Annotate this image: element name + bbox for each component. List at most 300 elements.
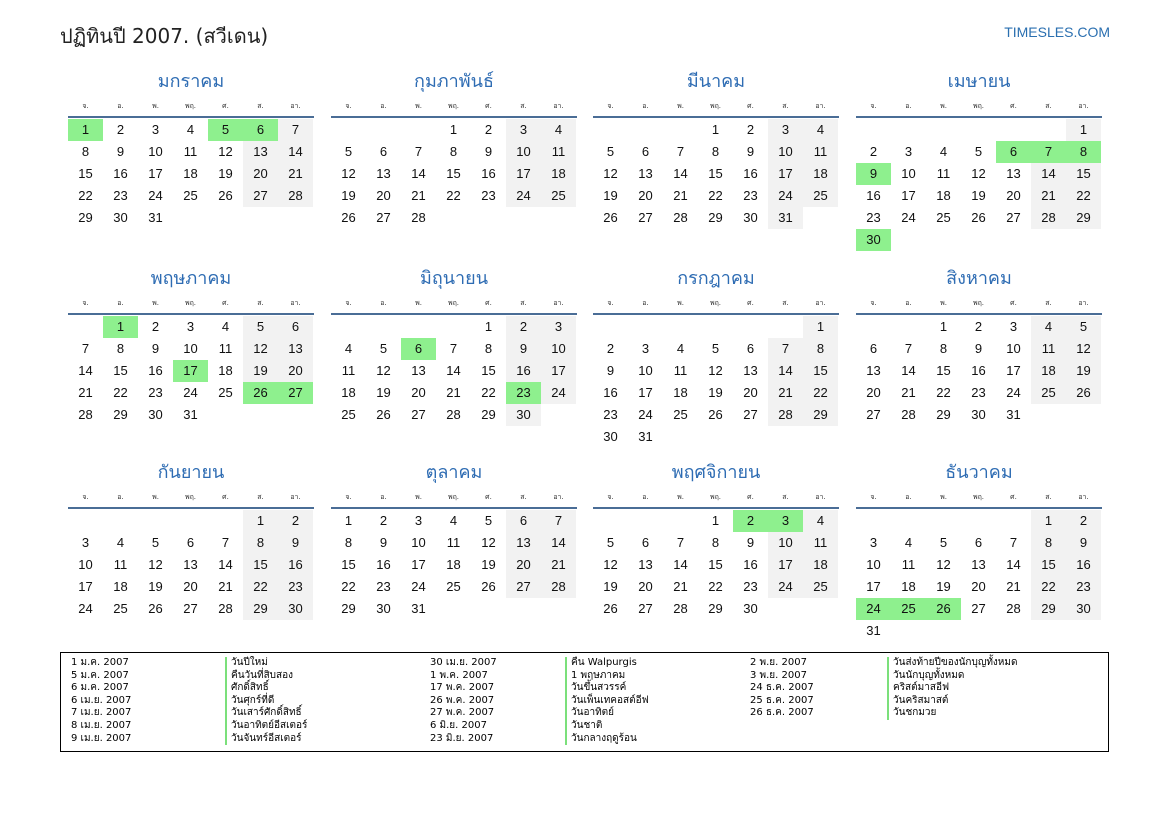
day-cell[interactable]: 24 <box>768 576 803 598</box>
day-cell[interactable]: 23 <box>743 579 758 594</box>
day-cell[interactable]: 22 <box>1066 185 1101 207</box>
day-cell[interactable]: 20 <box>411 385 426 400</box>
day-cell[interactable]: 5 <box>711 341 720 356</box>
day-cell[interactable]: 6 <box>869 341 878 356</box>
day-cell[interactable]: 22 <box>936 385 951 400</box>
day-cell[interactable]: 31 <box>148 210 163 225</box>
day-cell[interactable]: 18 <box>113 579 128 594</box>
day-cell[interactable]: 4 <box>1031 316 1066 338</box>
day-cell[interactable]: 3 <box>151 122 160 137</box>
day-cell[interactable]: 17 <box>506 163 541 185</box>
day-cell[interactable]: 10 <box>768 141 803 163</box>
day-cell[interactable]: 7 <box>414 144 423 159</box>
day-cell[interactable]: 30 <box>1066 598 1101 620</box>
day-cell[interactable]: 16 <box>376 557 391 572</box>
day-cell[interactable]: 7 <box>904 341 913 356</box>
day-cell[interactable]: 10 <box>148 144 163 159</box>
day-cell[interactable]: 13 <box>743 363 758 378</box>
day-cell[interactable]: 30 <box>743 601 758 616</box>
day-cell[interactable]: 2 <box>151 319 160 334</box>
day-cell[interactable]: 29 <box>113 407 128 422</box>
day-cell[interactable]: 7 <box>541 510 576 532</box>
day-cell[interactable]: 1 <box>449 122 458 137</box>
day-cell[interactable]: 1 <box>711 122 720 137</box>
day-cell[interactable]: 20 <box>971 579 986 594</box>
day-cell[interactable]: 3 <box>506 119 541 141</box>
day-cell[interactable]: 28 <box>541 576 576 598</box>
day-cell[interactable]: 17 <box>768 163 803 185</box>
day-cell[interactable]: 4 <box>116 535 125 550</box>
day-cell[interactable]: 20 <box>243 163 278 185</box>
day-cell[interactable]: 4 <box>904 535 913 550</box>
day-cell[interactable]: 21 <box>411 188 426 203</box>
day-cell[interactable]: 18 <box>183 166 198 181</box>
day-cell[interactable]: 26 <box>148 601 163 616</box>
day-cell[interactable]: 8 <box>449 144 458 159</box>
day-cell[interactable]: 7 <box>1009 535 1018 550</box>
day-cell[interactable]: 10 <box>866 557 881 572</box>
day-cell[interactable]: 9 <box>746 144 755 159</box>
day-cell[interactable]: 4 <box>541 119 576 141</box>
day-cell[interactable]: 11 <box>803 141 838 163</box>
day-cell[interactable]: 21 <box>446 385 461 400</box>
day-cell[interactable]: 16 <box>113 166 128 181</box>
day-cell[interactable]: 5 <box>344 144 353 159</box>
day-cell[interactable]: 25 <box>541 185 576 207</box>
day-cell[interactable]: 1 <box>344 513 353 528</box>
holiday-day-cell[interactable]: 26 <box>243 382 278 404</box>
holiday-day-cell[interactable]: 23 <box>506 382 541 404</box>
day-cell[interactable]: 23 <box>278 576 313 598</box>
day-cell[interactable]: 23 <box>113 188 128 203</box>
day-cell[interactable]: 18 <box>803 163 838 185</box>
day-cell[interactable]: 15 <box>113 363 128 378</box>
day-cell[interactable]: 28 <box>278 185 313 207</box>
day-cell[interactable]: 13 <box>243 141 278 163</box>
day-cell[interactable]: 28 <box>673 210 688 225</box>
day-cell[interactable]: 18 <box>936 188 951 203</box>
day-cell[interactable]: 24 <box>506 185 541 207</box>
day-cell[interactable]: 5 <box>151 535 160 550</box>
day-cell[interactable]: 16 <box>603 385 618 400</box>
day-cell[interactable]: 3 <box>904 144 913 159</box>
day-cell[interactable]: 29 <box>1031 598 1066 620</box>
day-cell[interactable]: 14 <box>768 360 803 382</box>
day-cell[interactable]: 6 <box>974 535 983 550</box>
day-cell[interactable]: 25 <box>673 407 688 422</box>
day-cell[interactable]: 23 <box>148 385 163 400</box>
day-cell[interactable]: 1 <box>1066 119 1101 141</box>
holiday-day-cell[interactable]: 24 <box>856 598 891 620</box>
day-cell[interactable]: 10 <box>638 363 653 378</box>
day-cell[interactable]: 21 <box>901 385 916 400</box>
day-cell[interactable]: 15 <box>341 557 356 572</box>
day-cell[interactable]: 12 <box>603 557 618 572</box>
day-cell[interactable]: 11 <box>183 144 198 159</box>
day-cell[interactable]: 9 <box>151 341 160 356</box>
day-cell[interactable]: 16 <box>1066 554 1101 576</box>
day-cell[interactable]: 22 <box>481 385 496 400</box>
day-cell[interactable]: 18 <box>1031 360 1066 382</box>
day-cell[interactable]: 26 <box>971 210 986 225</box>
day-cell[interactable]: 31 <box>768 207 803 229</box>
day-cell[interactable]: 22 <box>341 579 356 594</box>
day-cell[interactable]: 28 <box>768 404 803 426</box>
holiday-day-cell[interactable]: 8 <box>1066 141 1101 163</box>
day-cell[interactable]: 18 <box>673 385 688 400</box>
holiday-day-cell[interactable]: 7 <box>1031 141 1066 163</box>
day-cell[interactable]: 19 <box>603 188 618 203</box>
day-cell[interactable]: 29 <box>78 210 93 225</box>
day-cell[interactable]: 14 <box>78 363 93 378</box>
holiday-day-cell[interactable]: 6 <box>401 338 436 360</box>
day-cell[interactable]: 11 <box>673 363 688 378</box>
day-cell[interactable]: 15 <box>1031 554 1066 576</box>
day-cell[interactable]: 9 <box>1066 532 1101 554</box>
day-cell[interactable]: 27 <box>638 210 653 225</box>
day-cell[interactable]: 27 <box>1006 210 1021 225</box>
day-cell[interactable]: 30 <box>376 601 391 616</box>
day-cell[interactable]: 16 <box>743 166 758 181</box>
day-cell[interactable]: 24 <box>78 601 93 616</box>
day-cell[interactable]: 23 <box>866 210 881 225</box>
day-cell[interactable]: 20 <box>1006 188 1021 203</box>
day-cell[interactable]: 15 <box>78 166 93 181</box>
day-cell[interactable]: 24 <box>183 385 198 400</box>
day-cell[interactable]: 20 <box>638 188 653 203</box>
day-cell[interactable]: 16 <box>743 557 758 572</box>
day-cell[interactable]: 17 <box>148 166 163 181</box>
day-cell[interactable]: 16 <box>971 363 986 378</box>
day-cell[interactable]: 17 <box>901 188 916 203</box>
day-cell[interactable]: 19 <box>481 557 496 572</box>
day-cell[interactable]: 31 <box>866 623 881 638</box>
day-cell[interactable]: 14 <box>218 557 233 572</box>
day-cell[interactable]: 19 <box>936 579 951 594</box>
day-cell[interactable]: 1 <box>711 513 720 528</box>
day-cell[interactable]: 22 <box>803 382 838 404</box>
day-cell[interactable]: 24 <box>148 188 163 203</box>
day-cell[interactable]: 21 <box>78 385 93 400</box>
day-cell[interactable]: 18 <box>541 163 576 185</box>
holiday-day-cell[interactable]: 25 <box>891 598 926 620</box>
holiday-day-cell[interactable]: 17 <box>173 360 208 382</box>
day-cell[interactable]: 11 <box>446 535 461 550</box>
day-cell[interactable]: 16 <box>278 554 313 576</box>
day-cell[interactable]: 3 <box>414 513 423 528</box>
day-cell[interactable]: 27 <box>376 210 391 225</box>
day-cell[interactable]: 11 <box>218 341 233 356</box>
day-cell[interactable]: 2 <box>746 122 755 137</box>
day-cell[interactable]: 21 <box>1006 579 1021 594</box>
day-cell[interactable]: 21 <box>768 382 803 404</box>
day-cell[interactable]: 27 <box>866 407 881 422</box>
day-cell[interactable]: 7 <box>768 338 803 360</box>
day-cell[interactable]: 8 <box>484 341 493 356</box>
holiday-day-cell[interactable]: 1 <box>103 316 138 338</box>
day-cell[interactable]: 5 <box>606 535 615 550</box>
day-cell[interactable]: 19 <box>243 360 278 382</box>
day-cell[interactable]: 25 <box>446 579 461 594</box>
day-cell[interactable]: 30 <box>148 407 163 422</box>
day-cell[interactable]: 8 <box>243 532 278 554</box>
day-cell[interactable]: 12 <box>936 557 951 572</box>
holiday-day-cell[interactable]: 1 <box>68 119 103 141</box>
day-cell[interactable]: 29 <box>803 404 838 426</box>
day-cell[interactable]: 6 <box>506 510 541 532</box>
day-cell[interactable]: 6 <box>278 316 313 338</box>
day-cell[interactable]: 21 <box>541 554 576 576</box>
day-cell[interactable]: 4 <box>221 319 230 334</box>
day-cell[interactable]: 22 <box>708 579 723 594</box>
day-cell[interactable]: 1 <box>803 316 838 338</box>
day-cell[interactable]: 31 <box>1006 407 1021 422</box>
day-cell[interactable]: 8 <box>81 144 90 159</box>
day-cell[interactable]: 21 <box>218 579 233 594</box>
day-cell[interactable]: 21 <box>673 188 688 203</box>
day-cell[interactable]: 19 <box>603 579 618 594</box>
holiday-day-cell[interactable]: 30 <box>856 229 891 251</box>
day-cell[interactable]: 27 <box>506 576 541 598</box>
day-cell[interactable]: 28 <box>1006 601 1021 616</box>
day-cell[interactable]: 8 <box>1031 532 1066 554</box>
day-cell[interactable]: 3 <box>541 316 576 338</box>
day-cell[interactable]: 31 <box>411 601 426 616</box>
day-cell[interactable]: 1 <box>484 319 493 334</box>
holiday-day-cell[interactable]: 6 <box>996 141 1031 163</box>
day-cell[interactable]: 28 <box>218 601 233 616</box>
day-cell[interactable]: 24 <box>638 407 653 422</box>
day-cell[interactable]: 17 <box>78 579 93 594</box>
day-cell[interactable]: 26 <box>218 188 233 203</box>
day-cell[interactable]: 6 <box>746 341 755 356</box>
day-cell[interactable]: 29 <box>341 601 356 616</box>
day-cell[interactable]: 10 <box>1006 341 1021 356</box>
day-cell[interactable]: 30 <box>113 210 128 225</box>
day-cell[interactable]: 18 <box>218 363 233 378</box>
day-cell[interactable]: 8 <box>344 535 353 550</box>
day-cell[interactable]: 14 <box>673 557 688 572</box>
day-cell[interactable]: 6 <box>641 535 650 550</box>
day-cell[interactable]: 7 <box>676 535 685 550</box>
day-cell[interactable]: 12 <box>218 144 233 159</box>
day-cell[interactable]: 7 <box>449 341 458 356</box>
day-cell[interactable]: 23 <box>481 188 496 203</box>
day-cell[interactable]: 22 <box>78 188 93 203</box>
day-cell[interactable]: 16 <box>506 360 541 382</box>
day-cell[interactable]: 5 <box>974 144 983 159</box>
day-cell[interactable]: 13 <box>638 557 653 572</box>
day-cell[interactable]: 1 <box>939 319 948 334</box>
day-cell[interactable]: 20 <box>183 579 198 594</box>
day-cell[interactable]: 8 <box>803 338 838 360</box>
day-cell[interactable]: 22 <box>708 188 723 203</box>
day-cell[interactable]: 25 <box>113 601 128 616</box>
day-cell[interactable]: 4 <box>344 341 353 356</box>
day-cell[interactable]: 29 <box>481 407 496 422</box>
day-cell[interactable]: 11 <box>113 557 128 572</box>
day-cell[interactable]: 19 <box>376 385 391 400</box>
holiday-day-cell[interactable]: 6 <box>243 119 278 141</box>
day-cell[interactable]: 2 <box>606 341 615 356</box>
day-cell[interactable]: 2 <box>1066 510 1101 532</box>
day-cell[interactable]: 4 <box>939 144 948 159</box>
day-cell[interactable]: 30 <box>506 404 541 426</box>
day-cell[interactable]: 22 <box>1031 576 1066 598</box>
day-cell[interactable]: 18 <box>901 579 916 594</box>
day-cell[interactable]: 9 <box>746 535 755 550</box>
day-cell[interactable]: 15 <box>243 554 278 576</box>
day-cell[interactable]: 14 <box>1031 163 1066 185</box>
day-cell[interactable]: 11 <box>936 166 951 181</box>
day-cell[interactable]: 20 <box>866 385 881 400</box>
day-cell[interactable]: 11 <box>341 363 356 378</box>
day-cell[interactable]: 26 <box>603 210 618 225</box>
day-cell[interactable]: 23 <box>603 407 618 422</box>
day-cell[interactable]: 17 <box>866 579 881 594</box>
day-cell[interactable]: 8 <box>939 341 948 356</box>
day-cell[interactable]: 13 <box>506 532 541 554</box>
day-cell[interactable]: 25 <box>803 576 838 598</box>
day-cell[interactable]: 12 <box>708 363 723 378</box>
day-cell[interactable]: 2 <box>379 513 388 528</box>
day-cell[interactable]: 26 <box>603 601 618 616</box>
day-cell[interactable]: 26 <box>481 579 496 594</box>
day-cell[interactable]: 9 <box>506 338 541 360</box>
day-cell[interactable]: 3 <box>81 535 90 550</box>
day-cell[interactable]: 13 <box>638 166 653 181</box>
day-cell[interactable]: 23 <box>376 579 391 594</box>
day-cell[interactable]: 10 <box>768 532 803 554</box>
day-cell[interactable]: 13 <box>376 166 391 181</box>
day-cell[interactable]: 2 <box>506 316 541 338</box>
day-cell[interactable]: 30 <box>971 407 986 422</box>
holiday-day-cell[interactable]: 26 <box>926 598 961 620</box>
day-cell[interactable]: 20 <box>743 385 758 400</box>
day-cell[interactable]: 4 <box>449 513 458 528</box>
day-cell[interactable]: 8 <box>711 144 720 159</box>
day-cell[interactable]: 3 <box>186 319 195 334</box>
day-cell[interactable]: 26 <box>376 407 391 422</box>
day-cell[interactable]: 9 <box>484 144 493 159</box>
day-cell[interactable]: 5 <box>939 535 948 550</box>
day-cell[interactable]: 19 <box>708 385 723 400</box>
day-cell[interactable]: 27 <box>971 601 986 616</box>
day-cell[interactable]: 11 <box>803 532 838 554</box>
day-cell[interactable]: 26 <box>341 210 356 225</box>
day-cell[interactable]: 16 <box>866 188 881 203</box>
day-cell[interactable]: 21 <box>1031 185 1066 207</box>
day-cell[interactable]: 21 <box>673 579 688 594</box>
day-cell[interactable]: 24 <box>541 382 576 404</box>
day-cell[interactable]: 14 <box>1006 557 1021 572</box>
day-cell[interactable]: 29 <box>708 210 723 225</box>
day-cell[interactable]: 15 <box>936 363 951 378</box>
day-cell[interactable]: 20 <box>278 360 313 382</box>
day-cell[interactable]: 14 <box>901 363 916 378</box>
day-cell[interactable]: 12 <box>376 363 391 378</box>
day-cell[interactable]: 4 <box>676 341 685 356</box>
day-cell[interactable]: 25 <box>1031 382 1066 404</box>
day-cell[interactable]: 17 <box>768 554 803 576</box>
day-cell[interactable]: 23 <box>971 385 986 400</box>
day-cell[interactable]: 24 <box>1006 385 1021 400</box>
day-cell[interactable]: 25 <box>803 185 838 207</box>
day-cell[interactable]: 12 <box>243 338 278 360</box>
day-cell[interactable]: 17 <box>541 360 576 382</box>
holiday-day-cell[interactable]: 5 <box>208 119 243 141</box>
day-cell[interactable]: 26 <box>708 407 723 422</box>
day-cell[interactable]: 2 <box>116 122 125 137</box>
day-cell[interactable]: 13 <box>183 557 198 572</box>
day-cell[interactable]: 13 <box>278 338 313 360</box>
day-cell[interactable]: 25 <box>341 407 356 422</box>
day-cell[interactable]: 26 <box>1066 382 1101 404</box>
day-cell[interactable]: 4 <box>803 510 838 532</box>
day-cell[interactable]: 12 <box>148 557 163 572</box>
day-cell[interactable]: 9 <box>974 341 983 356</box>
day-cell[interactable]: 19 <box>341 188 356 203</box>
day-cell[interactable]: 25 <box>183 188 198 203</box>
day-cell[interactable]: 16 <box>481 166 496 181</box>
day-cell[interactable]: 9 <box>278 532 313 554</box>
day-cell[interactable]: 14 <box>411 166 426 181</box>
day-cell[interactable]: 28 <box>411 210 426 225</box>
day-cell[interactable]: 23 <box>743 188 758 203</box>
day-cell[interactable]: 5 <box>243 316 278 338</box>
day-cell[interactable]: 18 <box>341 385 356 400</box>
day-cell[interactable]: 20 <box>638 579 653 594</box>
day-cell[interactable]: 23 <box>1066 576 1101 598</box>
day-cell[interactable]: 10 <box>901 166 916 181</box>
day-cell[interactable]: 6 <box>186 535 195 550</box>
day-cell[interactable]: 29 <box>936 407 951 422</box>
day-cell[interactable]: 28 <box>673 601 688 616</box>
day-cell[interactable]: 14 <box>541 532 576 554</box>
day-cell[interactable]: 12 <box>603 166 618 181</box>
day-cell[interactable]: 13 <box>411 363 426 378</box>
day-cell[interactable]: 11 <box>1031 338 1066 360</box>
day-cell[interactable]: 9 <box>379 535 388 550</box>
day-cell[interactable]: 21 <box>278 163 313 185</box>
day-cell[interactable]: 28 <box>1031 207 1066 229</box>
day-cell[interactable]: 6 <box>641 144 650 159</box>
day-cell[interactable]: 9 <box>606 363 615 378</box>
day-cell[interactable]: 3 <box>641 341 650 356</box>
day-cell[interactable]: 2 <box>869 144 878 159</box>
day-cell[interactable]: 19 <box>218 166 233 181</box>
day-cell[interactable]: 7 <box>81 341 90 356</box>
day-cell[interactable]: 7 <box>221 535 230 550</box>
day-cell[interactable]: 27 <box>411 407 426 422</box>
day-cell[interactable]: 24 <box>901 210 916 225</box>
day-cell[interactable]: 10 <box>506 141 541 163</box>
day-cell[interactable]: 15 <box>708 557 723 572</box>
day-cell[interactable]: 9 <box>116 144 125 159</box>
day-cell[interactable]: 15 <box>708 166 723 181</box>
holiday-day-cell[interactable]: 2 <box>733 510 768 532</box>
day-cell[interactable]: 10 <box>541 338 576 360</box>
day-cell[interactable]: 8 <box>116 341 125 356</box>
day-cell[interactable]: 27 <box>638 601 653 616</box>
day-cell[interactable]: 3 <box>1009 319 1018 334</box>
day-cell[interactable]: 12 <box>341 166 356 181</box>
day-cell[interactable]: 29 <box>708 601 723 616</box>
day-cell[interactable]: 18 <box>803 554 838 576</box>
day-cell[interactable]: 3 <box>768 119 803 141</box>
day-cell[interactable]: 29 <box>1066 207 1101 229</box>
day-cell[interactable]: 5 <box>606 144 615 159</box>
